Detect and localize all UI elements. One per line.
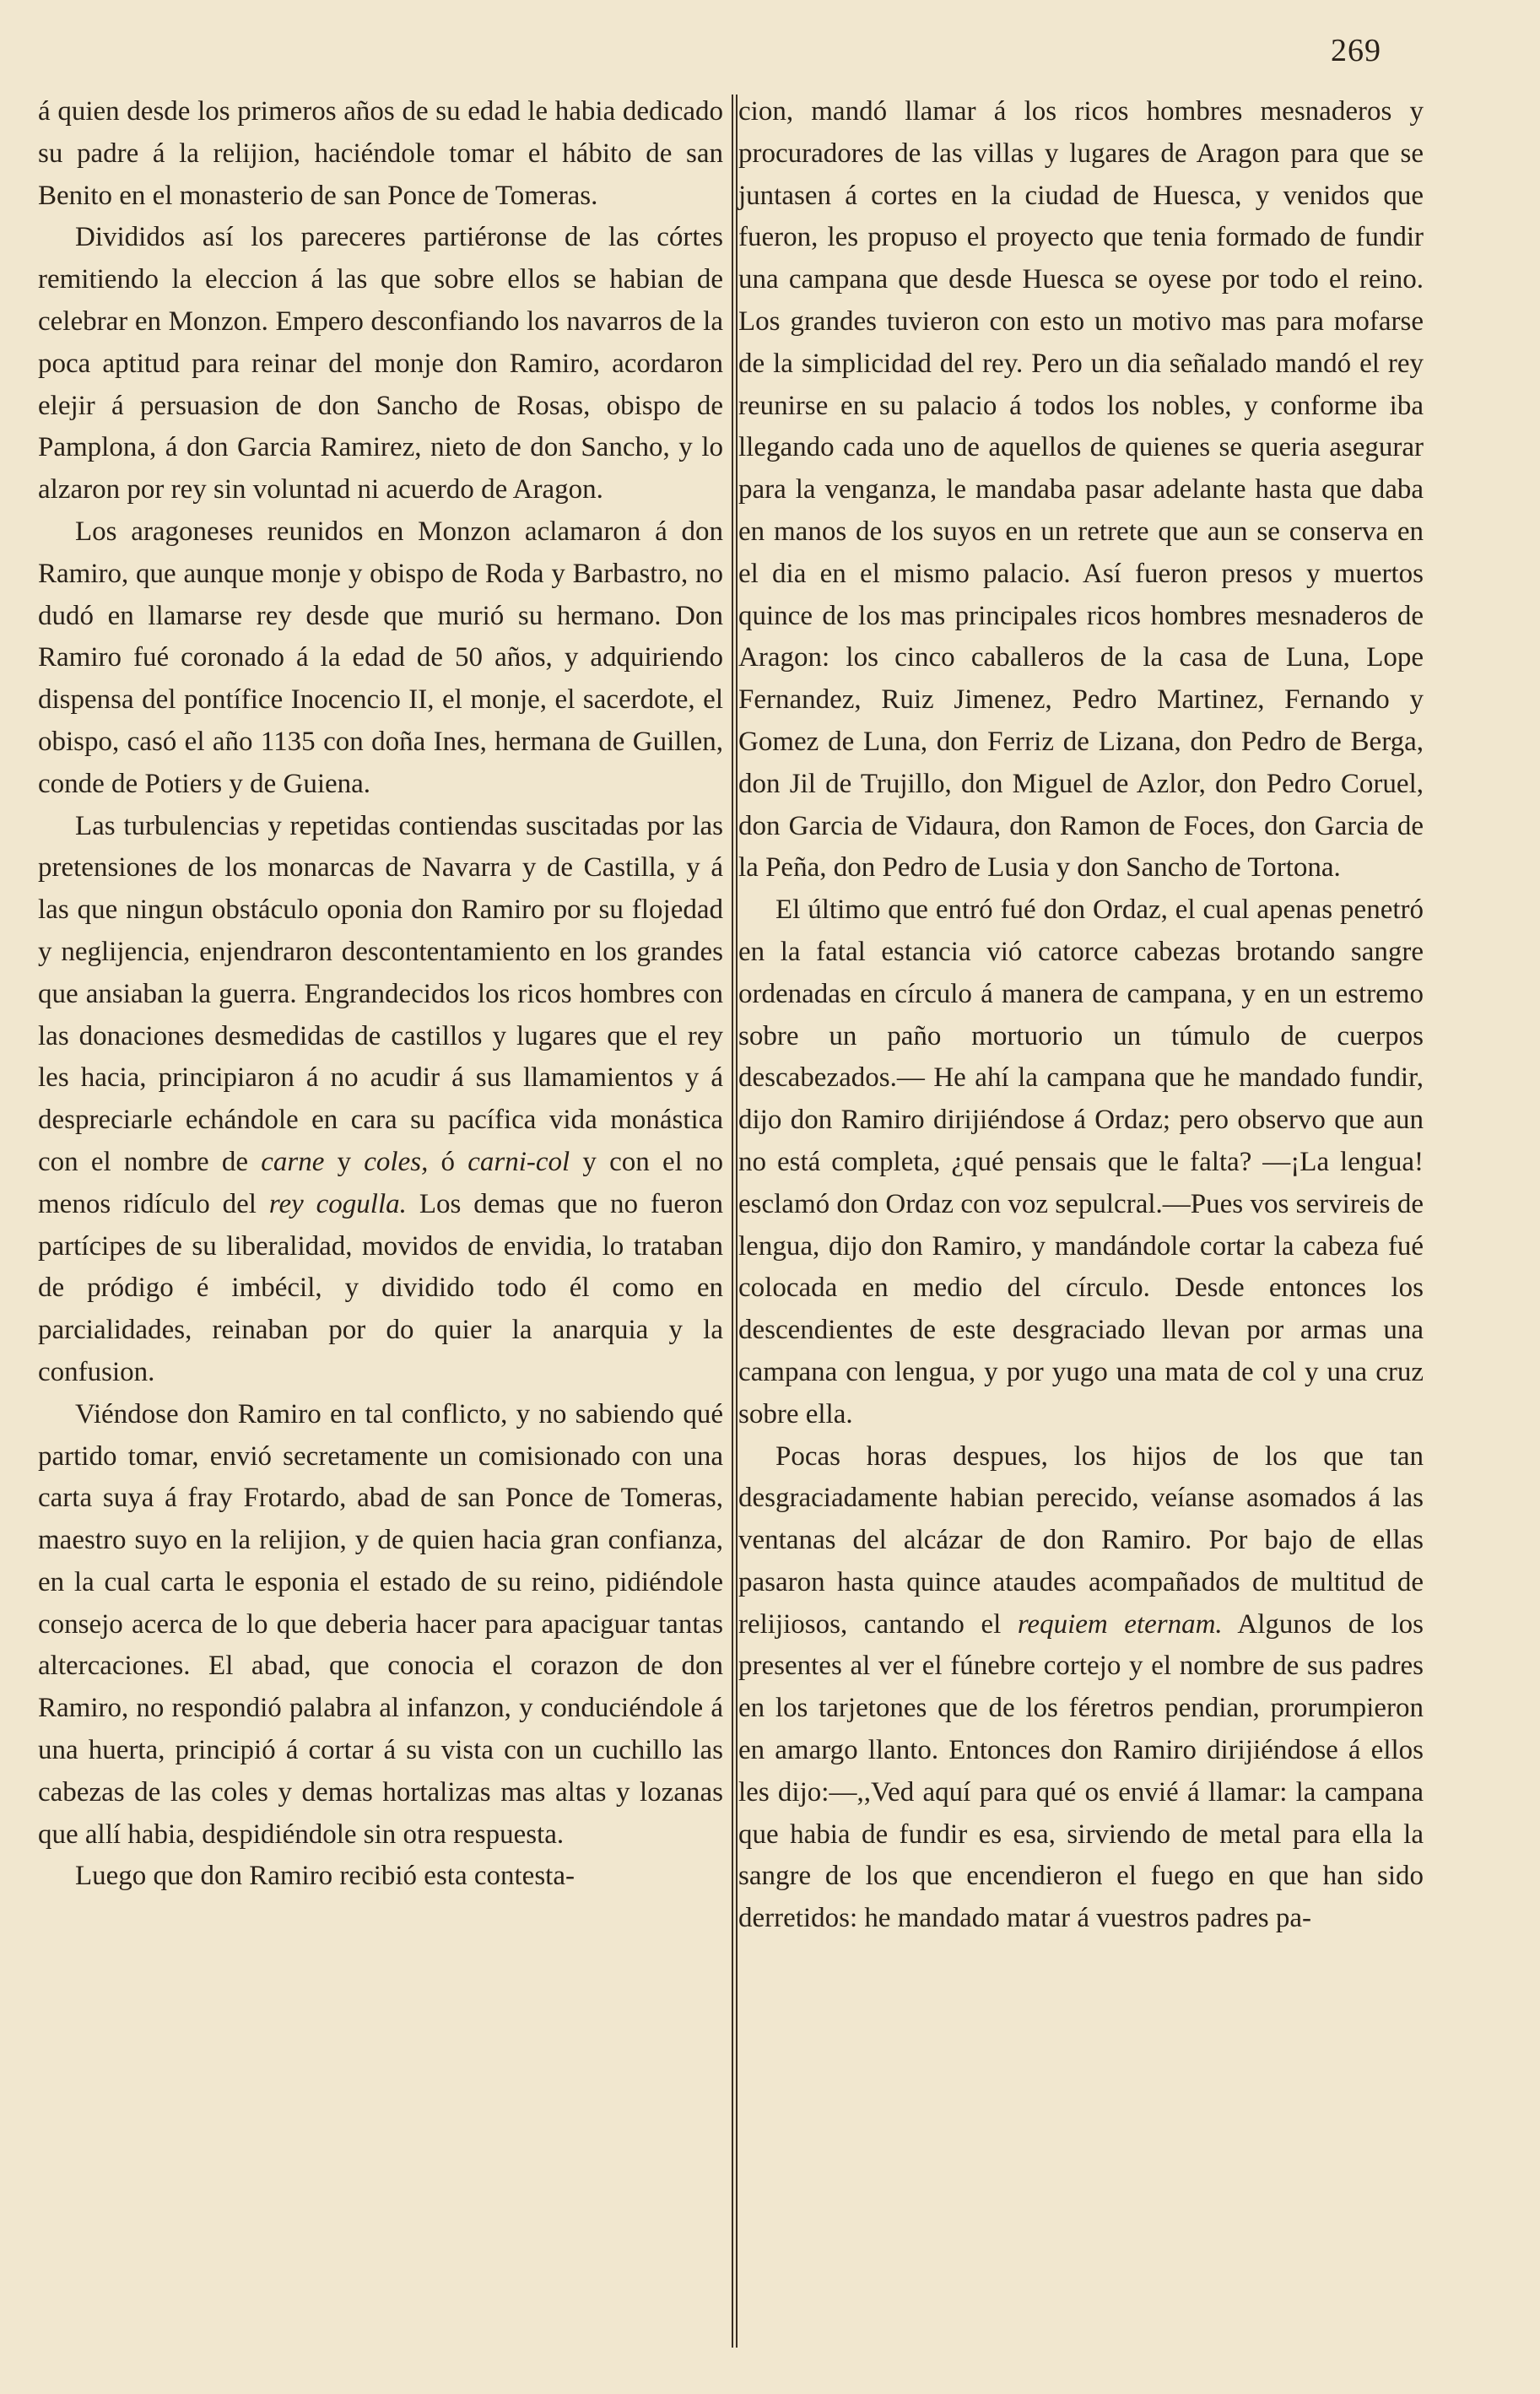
italic-term: carni-col <box>467 1146 570 1177</box>
text-run: y <box>337 1146 352 1177</box>
paragraph <box>38 806 723 1394</box>
italic-term: carne <box>261 1146 325 1177</box>
text-run: Los demas que no fueron partícipes de su liberalidad, movidos de envidia, lo trataban de pródigo é imbécil, y dividido todo él como en parcialidades, reinaban por do quier la anarquia y la confusion. <box>38 1188 724 1387</box>
left-column <box>38 91 723 1898</box>
paragraph: Los aragoneses reunidos en Monzon aclamaron á don Ramiro, que aunque monje y obispo de Roda y Barbastro, no dudó en llamarse rey desde que murió su hermano. Don Ramiro fué coronado á la edad de 50 años, y adquiriendo dispensa del pontífice Inocencio II, el monje, el sacerdote, el obispo, casó el año 1135 con doña Ines, hermana de Guillen, conde de Potiers y de Guiena. <box>38 516 723 799</box>
italic-term: coles, <box>364 1146 429 1177</box>
paragraph: Divididos así los pareceres partiéronse de las córtes remitiendo la eleccion á las que sobre ellos se habian de celebrar en Monzon. Empero desconfiando los navarros de la poca aptitud para reinar del monje don Ramiro, acordaron elejir á persuasion de don Sancho de Rosas, obispo de Pamplona, á don Garcia Ramirez, nieto de don Sancho, y lo alzaron por rey sin voluntad ni acuerdo de Aragon. <box>38 222 723 505</box>
text-run: ó <box>440 1146 456 1177</box>
right-column <box>738 91 1424 1940</box>
page-number: 269 <box>1331 33 1381 68</box>
paragraph: Viéndose don Ramiro en tal conflicto, y no sabiendo qué partido tomar, envió secretamente un comisionado con una carta suya á fray Frotardo, abad de san Ponce de Tomeras, maestro suyo en la relijion, y de quien hacia gran confianza, en la cual carta le esponia el estado de su reino, pidiéndole consejo acerca de lo que deberia hacer para apaciguar tantas altercaciones. El abad, que conocia el corazon de don Ramiro, no respondió palabra al infanzon, y conduciéndole á una huerta, principió á cortar á su vista con un cuchillo las cabezas de las coles y demas hortalizas mas altas y lozanas que allí habia, despidiéndole sin otra respuesta. <box>38 1398 723 1850</box>
paragraph <box>738 1436 1424 1941</box>
italic-term: rey cogulla. <box>268 1188 407 1219</box>
paragraph: cion, mandó llamar á los ricos hombres mesnaderos y procuradores de las villas y lugares de Aragon para que se juntasen á cortes en la ciudad de Huesca, y venidos que fueron, les propuso el proyecto que tenia formado de fundir una campana que desde Huesca se oyese por todo el reino. Los grandes tuvieron con esto un motivo mas para mofarse de la simplicidad del rey. Pero un dia señalado mandó el rey reunirse en su palacio á todos los nobles, y conforme iba llegando cada uno de aquellos de quienes se queria asegurar para la venganza, le mandaba pasar adelante hasta que daba en manos de los suyos en un retrete que aun se conserva en el dia en el mismo palacio. Así fueron presos y muertos quince de los mas principales ricos hombres mesnaderos de Aragon: los cinco caballeros de la casa de Luna, Lope Fernandez, Ruiz Jimenez, Pedro Martinez, Fernando y Gomez de Luna, don Ferriz de Lizana, don Pedro de Berga, don Jil de Trujillo, don Miguel de Azlor, don Pedro Coruel, don Garcia de Vidaura, don Ramon de Foces, don Garcia de la Peña, don Pedro de Lusia y don Sancho de Tortona. <box>738 96 1424 884</box>
column-divider-right-line <box>736 95 738 2348</box>
column-divider-left-line <box>732 95 733 2348</box>
text-run: Las turbulencias y repetidas contiendas suscitadas por las pretensiones de los monarcas de Navarra y de Castilla, y á las que ningun obstáculo oponia don Ramiro por su flojedad y neglijencia, enjendraron descontentamiento en los grandes que ansiaban la guerra. Engrandecidos los ricos hombres con las donaciones desmedidas de castillos y lugares que el rey les hacia, principiaron á no acudir á sus llamamientos y á despreciarle echándole en cara su pacífica vida monástica con el nombre de <box>38 810 723 1177</box>
paragraph: á quien desde los primeros años de su edad le habia dedicado su padre á la relijion, haciéndole tomar el hábito de san Benito en el monasterio de san Ponce de Tomeras. <box>38 96 723 211</box>
text-run: Pocas horas despues, los hijos de los que tan desgraciadamente habian perecido, veíanse asomados á las ventanas del alcázar de don Ramiro. Por bajo de ellas pasaron hasta quince ataudes acompañados de multitud de relijiosos, cantando el <box>738 1440 1424 1640</box>
text-run: Algunos de los presentes al ver el fúnebre cortejo y el nombre de sus padres en los tarjetones que de los féretros pendian, prorumpieron en amargo llanto. Entonces don Ramiro dirijiéndose á ellos les dijo:—,,Ved aquí para qué os envié á llamar: la campana que habia de fundir es esa, sirviendo de metal para ella la sangre de los que encendieron el fuego en que han sido derretidos: he mandado matar á vuestros padres pa- <box>738 1608 1424 1934</box>
paragraph: Luego que don Ramiro recibió esta contesta- <box>75 1861 575 1892</box>
paragraph: El último que entró fué don Ordaz, el cual apenas penetró en la fatal estancia vió catorce cabezas brotando sangre ordenadas en círculo á manera de campana, y en un estremo sobre un paño mortuorio un túmulo de cuerpos descabezados.— He ahí la campana que he mandado fundir, dijo don Ramiro dirijiéndose á Ordaz; pero observo que aun no está completa, ¿qué pensais que le falta? —¡La lengua! esclamó don Ordaz con voz sepulcral.—Pues vos servireis de lengua, dijo don Ramiro, y mandándole cortar la cabeza fué colocada en medio del círculo. Desde entonces los descendientes de este desgraciado llevan por armas una campana con lengua, y por yugo una mata de col y una cruz sobre ella. <box>738 894 1424 1429</box>
italic-term: requiem eternam. <box>1017 1608 1223 1640</box>
text-run: y con el no menos ridículo del <box>38 1146 723 1219</box>
